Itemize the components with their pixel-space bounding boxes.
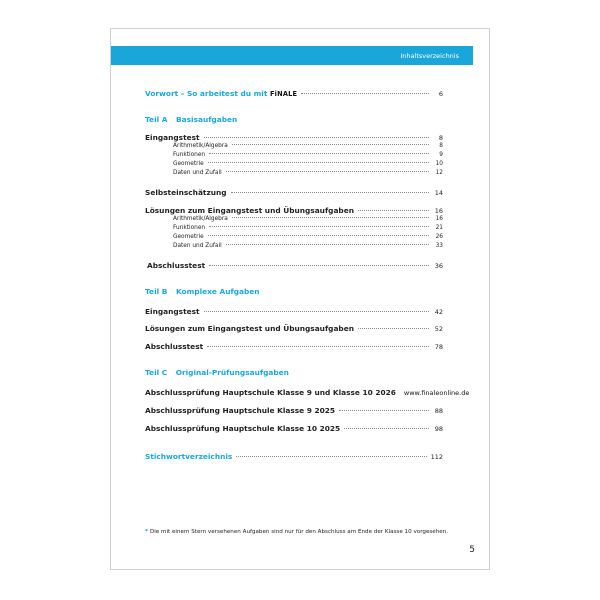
page-number: 5 <box>469 545 475 555</box>
toc-subentry <box>173 161 443 167</box>
leader-dots <box>208 235 429 236</box>
page-ref: 12 <box>435 170 443 176</box>
toc-entry-pruefung-2026 <box>145 388 470 397</box>
book-page <box>110 28 490 570</box>
entry-label: Abschlusstest <box>145 342 204 351</box>
leader-dots <box>232 217 429 218</box>
page-ref: 21 <box>435 225 443 231</box>
toc-entry-vorwort <box>145 89 443 98</box>
toc-subentry <box>173 143 443 149</box>
section-heading-teil-c <box>145 368 289 377</box>
entry-label: Abschlussprüfung Hauptschule Klasse 9 und Klasse 10 2026 <box>145 388 396 397</box>
page-ref: 26 <box>435 234 443 240</box>
leader-dots <box>339 410 429 411</box>
toc-subentry <box>173 152 443 158</box>
entry-label: Arithmetik/Algebra <box>173 216 228 222</box>
entry-label: Arithmetik/Algebra <box>173 143 228 149</box>
entry-label: Abschlusstest <box>147 261 206 270</box>
entry-label: Abschlussprüfung Hauptschule Klasse 10 2025 <box>145 424 341 433</box>
teil-title: Basisaufgaben <box>176 115 238 124</box>
page-ref: 78 <box>434 343 443 351</box>
toc-entry-stichwortverzeichnis <box>145 452 443 461</box>
page-ref: 8 <box>439 143 443 149</box>
entry-label: Eingangstest <box>145 307 200 316</box>
page-ref: 16 <box>434 207 443 215</box>
leader-dots <box>226 244 429 245</box>
page-ref: 42 <box>434 308 443 316</box>
footnote-text: Die mit einem Stern versehenen Aufgaben sind nur für den Abschluss am Ende der Klasse 10 vorgesehen. <box>149 529 449 535</box>
page-ref: 98 <box>434 425 443 433</box>
leader-dots <box>301 93 429 94</box>
entry-label: Abschlussprüfung Hauptschule Klasse 9 2025 <box>145 406 336 415</box>
entry-label: Lösungen zum Eingangstest und Übungsaufgaben <box>145 324 355 333</box>
leader-dots <box>204 311 429 312</box>
entry-label: Daten und Zufall <box>173 170 222 176</box>
page-ref: 88 <box>434 407 443 415</box>
leader-dots <box>209 265 429 266</box>
leader-dots <box>236 456 426 457</box>
leader-dots <box>232 144 429 145</box>
leader-dots <box>204 137 429 138</box>
toc-subentry <box>173 216 443 222</box>
leader-dots <box>226 171 429 172</box>
website-link: www.finaleonline.de <box>403 389 470 397</box>
entry-label: Geometrie <box>173 161 204 167</box>
toc-entry-loesungen-b <box>145 324 443 333</box>
page-ref: 33 <box>435 243 443 249</box>
entry-label: Daten und Zufall <box>173 243 222 249</box>
toc-subentry <box>173 243 443 249</box>
leader-dots <box>231 192 429 193</box>
toc-entry-loesungen-a <box>145 206 443 215</box>
entry-label: Stichwortverzeichnis <box>145 452 233 461</box>
section-heading-teil-b <box>145 287 260 296</box>
finale-logo: FiNALE <box>269 90 298 98</box>
page-ref: 6 <box>438 90 443 98</box>
leader-dots <box>209 153 429 154</box>
leader-dots <box>344 428 429 429</box>
entry-label: Funktionen <box>173 225 206 231</box>
entry-label: Geometrie <box>173 234 204 240</box>
entry-label: Funktionen <box>173 152 206 158</box>
header-bar <box>111 46 473 65</box>
leader-dots <box>209 226 429 227</box>
page-ref: 8 <box>438 134 443 142</box>
vorwort-label: Vorwort – So arbeitest du mit <box>145 89 268 98</box>
section-heading-teil-a <box>145 115 237 124</box>
teil-title: Komplexe Aufgaben <box>175 287 260 296</box>
leader-dots <box>207 346 429 347</box>
toc-entry-abschlusstest-a <box>147 261 443 270</box>
teil-label: Teil A <box>145 115 168 124</box>
page-ref: 9 <box>439 152 443 158</box>
entry-label: Selbsteinschätzung <box>145 188 227 197</box>
star-icon: * <box>145 529 148 535</box>
leader-dots <box>208 162 429 163</box>
toc-subentry <box>173 225 443 231</box>
footnote <box>145 529 448 535</box>
teil-label: Teil B <box>145 287 168 296</box>
leader-dots <box>358 210 429 211</box>
toc-subentry <box>173 234 443 240</box>
page-ref: 112 <box>430 453 443 461</box>
entry-label: Lösungen zum Eingangstest und Übungsaufgaben <box>145 206 355 215</box>
toc-entry-pruefung-2025-10 <box>145 424 443 433</box>
entry-label: Eingangstest <box>145 133 200 142</box>
page-ref: 14 <box>434 189 443 197</box>
page-ref: 10 <box>435 161 443 167</box>
toc-entry-abschlusstest-b <box>145 342 443 351</box>
page-ref: 52 <box>434 325 443 333</box>
page-ref: 36 <box>434 262 443 270</box>
toc-entry-selbsteinschaetzung <box>145 188 443 197</box>
page-ref: 16 <box>435 216 443 222</box>
header-title: Inhaltsverzeichnis <box>400 51 459 60</box>
teil-label: Teil C <box>145 368 168 377</box>
toc-entry-eingangstest-a <box>145 133 443 142</box>
leader-dots <box>358 328 429 329</box>
toc-subentry <box>173 170 443 176</box>
toc-entry-eingangstest-b <box>145 307 443 316</box>
toc-entry-pruefung-2025-9 <box>145 406 443 415</box>
teil-title: Original-Prüfungsaufgaben <box>175 368 289 377</box>
